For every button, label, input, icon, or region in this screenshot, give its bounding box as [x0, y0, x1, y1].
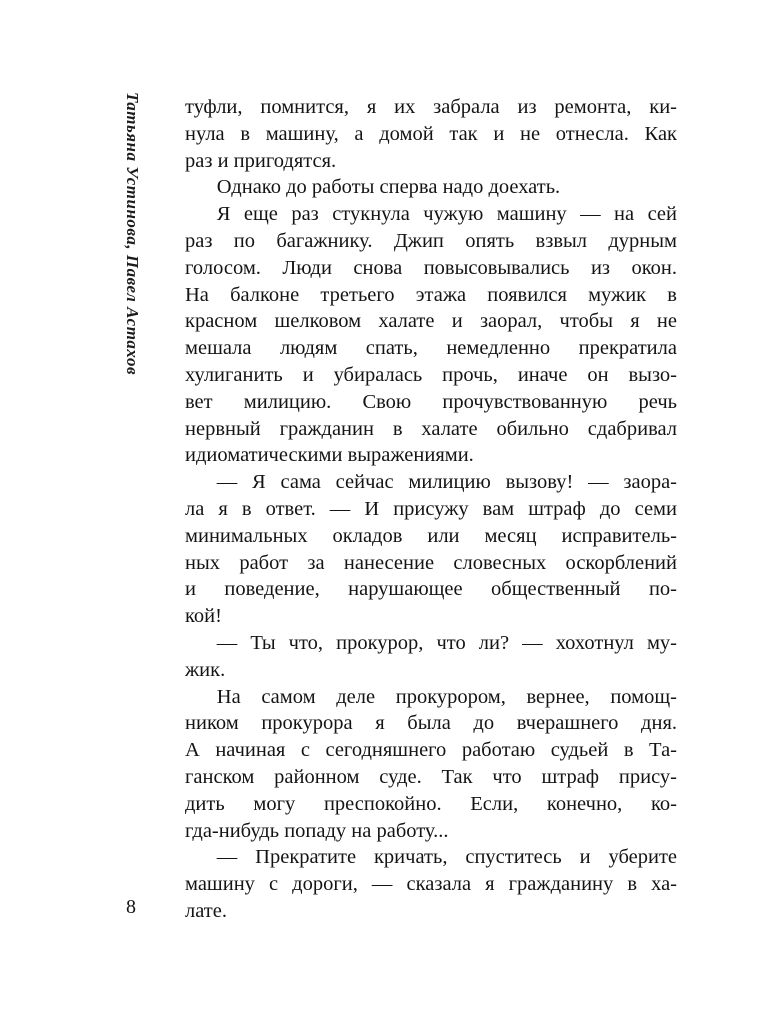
paragraph: [185, 469, 677, 630]
text-line: лате.: [185, 899, 227, 922]
text-line: нула в машину, а домой так и не отнесла. Как: [185, 122, 677, 145]
text-line: Я еще раз стукнула чужую машину — на сей: [216, 203, 677, 226]
paragraph: [185, 630, 677, 684]
text-line: А начиная с сегодняшнего работаю судьей в Та-: [185, 739, 677, 762]
text-line: Однако до работы сперва надо доехать.: [216, 176, 561, 199]
text-line: и поведение, нарушающее общественный по-: [185, 578, 677, 601]
paragraph: [185, 201, 677, 469]
text-line: минимальных окладов или месяц исправитель-: [185, 524, 677, 547]
text-line: ла я в ответ. — И присужу вам штраф до семи: [185, 497, 677, 520]
text-line: дить могу преспокойно. Если, конечно, ко-: [185, 792, 677, 815]
text-line: машину с дороги, — сказала я гражданину в ха-: [185, 873, 677, 896]
text-line: — Ты что, прокурор, что ли? — хохотнул му-: [216, 631, 677, 654]
text-line: раз по багажнику. Джип опять взвыл дурным: [185, 229, 677, 252]
text-line: идиоматическими выражениями.: [185, 444, 474, 467]
text-line: ных работ за нанесение словесных оскорблений: [185, 551, 677, 574]
text-line: ганском районном суде. Так что штраф прису-: [185, 765, 677, 788]
text-line: На самом деле прокурором, вернее, помощ-: [216, 685, 677, 708]
text-line: — Прекратите кричать, спуститесь и уберите: [216, 846, 677, 869]
text-line: На балконе третьего этажа появился мужик в: [185, 283, 677, 306]
text-line: жик.: [185, 658, 226, 681]
text-line: красном шелковом халате и заорал, чтобы я не: [185, 310, 677, 333]
text-line: хулиганить и убиралась прочь, иначе он вызо-: [185, 363, 677, 386]
text-line: мешала людям спать, немедленно прекратила: [185, 337, 677, 360]
page-number: 8: [126, 896, 136, 918]
paragraph: [185, 844, 677, 924]
text-line: — Я сама сейчас милицию вызову! — заора-: [216, 471, 677, 494]
author-sidebar-text: Татьяна Устинова, Павел Астахов: [123, 92, 142, 376]
text-line: голосом. Люди снова повысовывались из окон.: [185, 256, 677, 279]
text-block: [185, 94, 677, 925]
paragraph: [185, 94, 677, 174]
text-line: туфли, помнится, я их забрала из ремонта, ки-: [185, 96, 677, 118]
text-line: гда-нибудь попаду на работу...: [185, 819, 449, 842]
paragraph: [185, 684, 677, 845]
text-line: ником прокурора я была до вчерашнего дня.: [185, 712, 677, 735]
text-line: раз и пригодятся.: [185, 149, 337, 172]
text-line: вет милицию. Свою прочувствованную речь: [185, 390, 677, 413]
text-line: нервный гражданин в халате обильно сдабривал: [185, 417, 677, 440]
paragraph: [185, 174, 677, 201]
text-line: кой!: [185, 605, 222, 628]
